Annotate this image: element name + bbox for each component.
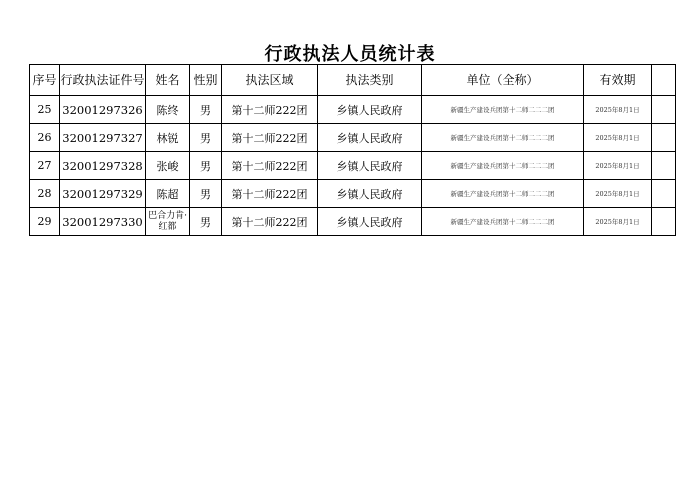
cell-name: 陈超	[146, 180, 190, 208]
cell-category: 乡镇人民政府	[318, 208, 422, 236]
header-seq: 序号	[30, 65, 60, 96]
header-gender: 性别	[190, 65, 222, 96]
cell-area: 第十二师222团	[222, 180, 318, 208]
cell-gender: 男	[190, 124, 222, 152]
cell-extra	[652, 152, 676, 180]
cell-unit: 新疆生产建设兵团第十二师二二二团	[422, 208, 584, 236]
header-unit: 单位（全称）	[422, 65, 584, 96]
table-header-row	[30, 65, 676, 96]
cell-category: 乡镇人民政府	[318, 152, 422, 180]
cell-name: 林锐	[146, 124, 190, 152]
header-category: 执法类别	[318, 65, 422, 96]
cell-name: 陈终	[146, 96, 190, 124]
cell-seq: 28	[30, 180, 60, 208]
cell-area: 第十二师222团	[222, 124, 318, 152]
cell-gender: 男	[190, 208, 222, 236]
cell-extra	[652, 96, 676, 124]
table-row	[30, 152, 676, 180]
header-valid: 有效期	[584, 65, 652, 96]
cell-area: 第十二师222团	[222, 208, 318, 236]
cell-gender: 男	[190, 152, 222, 180]
cell-cert: 32001297328	[60, 152, 146, 180]
cell-extra	[652, 180, 676, 208]
cell-valid: 2025年8月1日	[584, 96, 652, 124]
cell-seq: 29	[30, 208, 60, 236]
cell-valid: 2025年8月1日	[584, 180, 652, 208]
cell-extra	[652, 124, 676, 152]
cell-unit: 新疆生产建设兵团第十二师二二二团	[422, 180, 584, 208]
cell-valid: 2025年8月1日	[584, 124, 652, 152]
cell-valid: 2025年8月1日	[584, 208, 652, 236]
cell-seq: 25	[30, 96, 60, 124]
header-name: 姓名	[146, 65, 190, 96]
cell-area: 第十二师222团	[222, 152, 318, 180]
cell-seq: 26	[30, 124, 60, 152]
table-row	[30, 124, 676, 152]
table-row	[30, 208, 676, 236]
personnel-table	[29, 64, 676, 236]
cell-seq: 27	[30, 152, 60, 180]
cell-unit: 新疆生产建设兵团第十二师二二二团	[422, 152, 584, 180]
cell-extra	[652, 208, 676, 236]
cell-name: 巴合力肯·红都	[146, 208, 190, 236]
table-row	[30, 180, 676, 208]
cell-category: 乡镇人民政府	[318, 124, 422, 152]
cell-cert: 32001297329	[60, 180, 146, 208]
cell-unit: 新疆生产建设兵团第十二师二二二团	[422, 96, 584, 124]
page-title: 行政执法人员统计表	[264, 44, 436, 65]
table-row	[30, 96, 676, 124]
header-extra	[652, 65, 676, 96]
cell-valid: 2025年8月1日	[584, 152, 652, 180]
cell-area: 第十二师222团	[222, 96, 318, 124]
cell-name: 张峻	[146, 152, 190, 180]
header-cert: 行政执法证件号	[60, 65, 146, 96]
cell-gender: 男	[190, 96, 222, 124]
header-area: 执法区域	[222, 65, 318, 96]
cell-cert: 32001297330	[60, 208, 146, 236]
cell-category: 乡镇人民政府	[318, 96, 422, 124]
cell-cert: 32001297327	[60, 124, 146, 152]
cell-unit: 新疆生产建设兵团第十二师二二二团	[422, 124, 584, 152]
cell-cert: 32001297326	[60, 96, 146, 124]
cell-gender: 男	[190, 180, 222, 208]
cell-category: 乡镇人民政府	[318, 180, 422, 208]
